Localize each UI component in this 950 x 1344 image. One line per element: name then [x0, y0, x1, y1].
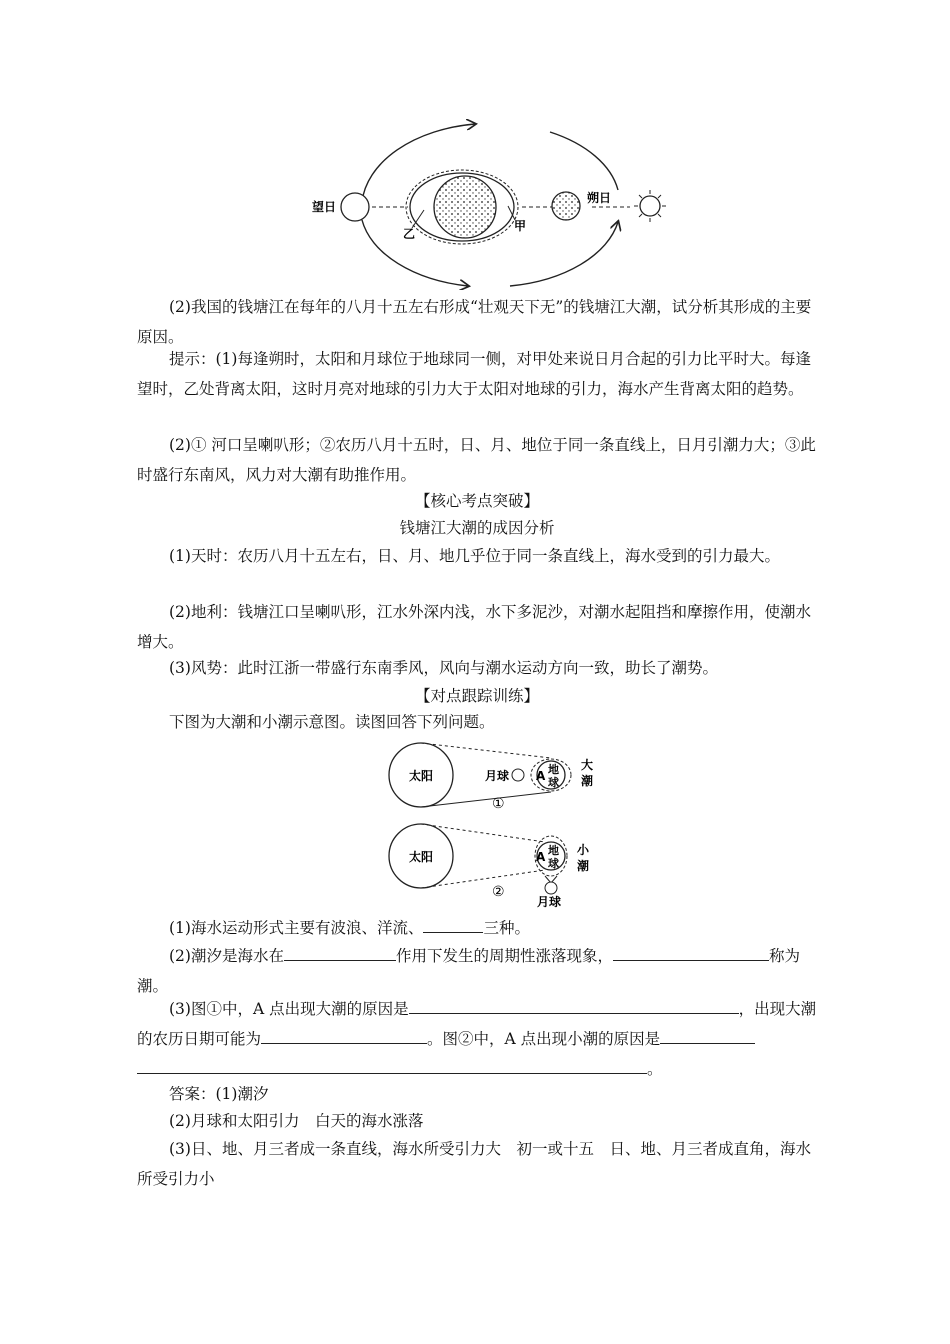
label-shuori: 朔日	[587, 191, 612, 205]
svg-text:球: 球	[548, 857, 559, 870]
moon-2-label: 月球	[537, 895, 562, 909]
answer-1: 答案：(1)潮汐	[169, 1085, 269, 1103]
hint-paragraph-1: 提示：(1)每逢朔时，太阳和月球位于地球同一侧，对甲处来说日月合起的引力比平时大。每逢望时，乙处背离太阳，这时月亮对地球的引力大于太阳对地球的引力，海水产生背离太阳的趋势。	[137, 350, 811, 398]
spring-tide-label-2: 潮	[581, 774, 594, 788]
section-heading-training: 【对点跟踪训练】	[414, 687, 539, 705]
exercise-q2: (2)潮汐是海水在 作用下发生的周期性涨落现象， 称为潮。	[137, 941, 817, 1001]
section-heading-core: 【核心考点突破】	[414, 492, 539, 510]
orbit-arc-bottom-right	[510, 222, 618, 286]
answer-blank-2[interactable]	[284, 942, 396, 961]
moon-1	[512, 769, 524, 781]
spring-tide-label-1: 大	[581, 758, 594, 772]
answer-blank-7[interactable]	[137, 1055, 647, 1074]
spring-neap-tide-diagram	[385, 738, 605, 910]
moon-2	[545, 882, 557, 894]
hint-paragraph-2: (2)① 河口呈喇叭形；②农历八月十五时，日、月、地位于同一条直线上，日月引潮力大；③此时盛行东南风，风力对大潮有助推作用。	[137, 436, 816, 484]
exercise-q3: (3)图①中，A 点出现大潮的原因是 ，出现大潮的农历日期可能为 。图②中，A 点出现小潮的原因是。	[137, 994, 817, 1084]
svg-text:地: 地	[548, 763, 559, 776]
orbit-arc-top-right	[550, 132, 618, 190]
answer-blank-6[interactable]	[660, 1025, 755, 1044]
answer-blank-5[interactable]	[261, 1025, 427, 1044]
analysis-item-3: (3)风势：此时江浙一带盛行东南季风，风向与潮水运动方向一致，助长了潮势。	[169, 659, 718, 677]
exercise-q1: (1)海水运动形式主要有波浪、洋流、 三种。	[137, 913, 817, 943]
sun-2-label: 太阳	[409, 850, 434, 864]
diagram-number-1: ①	[492, 796, 505, 812]
sun-1-label: 太阳	[409, 769, 434, 783]
question-2: (2)我国的钱塘江在每年的八月十五左右形成“壮观天下无”的钱塘江大潮，试分析其形成的主要原因。	[137, 298, 812, 346]
moon-1-label: 月球	[485, 769, 510, 783]
section-subheading: 钱塘江大潮的成因分析	[399, 519, 555, 537]
answer-2: (2)月球和太阳引力 白天的海水涨落	[169, 1112, 424, 1130]
svg-text:球: 球	[548, 776, 559, 789]
training-intro: 下图为大潮和小潮示意图。读图回答下列问题。	[169, 713, 495, 731]
analysis-item-1: (1)天时：农历八月十五左右，日、月、地几乎位于同一条直线上，海水受到的引力最大。	[169, 547, 780, 565]
analysis-item-2: (2)地利：钱塘江口呈喇叭形，江水外深内浅，水下多泥沙，对潮水起阻挡和摩擦作用，使潮水增大。	[137, 603, 811, 651]
answer-blank-1[interactable]	[423, 914, 483, 933]
neap-tide-label-2: 潮	[577, 859, 590, 873]
full-moon	[341, 193, 369, 221]
point-a-2: A	[536, 850, 546, 864]
new-moon	[552, 192, 580, 220]
label-jia: 甲	[514, 219, 527, 233]
point-a-1: A	[536, 769, 546, 783]
neap-tide-label-1: 小	[577, 843, 590, 857]
tide-orbit-diagram	[300, 110, 680, 290]
diagram-number-2: ②	[492, 884, 505, 900]
sun-icon	[634, 190, 666, 222]
svg-text:地: 地	[548, 844, 559, 857]
label-yi: 乙	[403, 227, 416, 241]
answer-blank-4[interactable]	[409, 995, 739, 1014]
earth	[434, 176, 496, 238]
answer-blank-3[interactable]	[613, 942, 769, 961]
label-wangri: 望日	[312, 200, 337, 214]
answer-3: (3)日、地、月三者成一条直线，海水所受引力大 初一或十五 日、地、月三者成直角，海水所受引力小	[137, 1140, 811, 1188]
